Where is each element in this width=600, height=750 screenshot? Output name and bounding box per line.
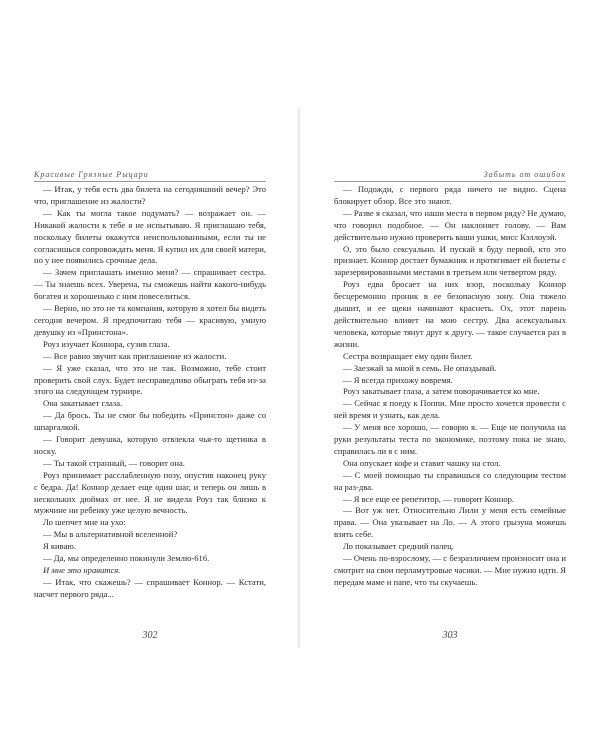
header-rule-left — [34, 181, 266, 182]
paragraph: — Как ты могла такое подумать? — возражает он. — Никакой жалости к тебе я не испытываю. Я приглашаю тебя, поскольку билеты окажутся неиспользованными, если ты не согласишься сопровождать меня. Я купил их для своей матери, но у нее появились срочные дела. — [34, 207, 266, 266]
header-rule-right — [334, 181, 566, 182]
paragraph: — Сейчас я поеду к Поппи. Мне просто хочется провести с ней время и узнать, как дела. — [334, 398, 566, 421]
paragraph: Я киваю. — [43, 541, 76, 552]
paragraph: — Я уже сказал, что это не так. Возможно, тебе стоит проверить свой слух. Будет несправедливо обыграть тебя из-за этого на следующем турнире. — [34, 362, 266, 397]
paragraph: Роуз изучает Коннора, сузив глаза. — [43, 338, 170, 349]
paragraph: И мне это нравится. — [43, 565, 121, 575]
paragraph: Она опускает кофе и ставит чашку на стол. — [343, 457, 501, 468]
paragraph: — Зачем приглашать именно меня? — спрашивает сестра. — Ты знаешь всех. Уверена, ты сможешь найти какого-нибудь богатея и хорошенько с ним повеселиться. — [34, 267, 266, 302]
body-text-left — [34, 184, 266, 601]
paragraph: — Все равно звучит как приглашение из жалости. — [43, 350, 227, 361]
paragraph: — Ты такой странный, — говорит она. — [43, 457, 185, 468]
paragraph: — Подожди, с первого ряда ничего не видно. Сцена блокирует обзор. Все это знают. — [334, 184, 566, 206]
page-number-right: 303 — [442, 630, 458, 641]
paragraph: Роуз едва бросает на них взор, поскольку Коннор бесцеремонно проник в ее безопасную зону. Она тяжело дышит, и ее щеки начинают краснеть. Ох, этот парень действительно влияет на мою сестру. Два асексуальных человека, которые тянут друг к другу. — такое случается раз в жизни. — [334, 279, 566, 349]
paragraph: О, это было сексуально. И пускай я буду первой, кто это признает. Коннор достает бумажник и протягивает ей билеты с зарезервированными местами в третьем или четвертом ряду. — [334, 243, 566, 278]
paragraph: Она закатывает глаза. — [43, 398, 123, 409]
paragraph: — Мы в альтернативной вселенной? — [43, 529, 178, 540]
paragraph: Ло показывает средний палец. — [343, 541, 454, 552]
paragraph: — Я все еще ее репетитор, — говорит Коннор. — [343, 493, 515, 504]
running-head-right: Забыть от ошибок — [483, 170, 566, 179]
paragraph: — Говорит девушка, которую отвлекла чья-то щетинка в носку. — [34, 434, 266, 456]
paragraph: — Итак, что скажешь? — спрашивает Коннор. — Кстати, насчет первого ряда... — [34, 576, 266, 599]
paragraph: — С моей помощью ты справишься со следующим тестом на раз-два. — [334, 469, 566, 492]
running-head-left: Красивые Грязные Рыцари — [34, 170, 149, 179]
paragraph: Роуз принимает расслабленную позу, опустив наконец руку с бедра. Да! Коннор делает еще один шаг, и теперь он лишь в нескольких дюймах от нее. Я не видела Роуз так близко к мужчине ни ребенку уже целую вечность. — [34, 469, 266, 516]
paragraph: Сестра возвращает ему один билет. — [343, 350, 473, 361]
paragraph: Роуз закатывает глаза, а затем поворачивается ко мне. — [343, 386, 540, 397]
paragraph: — Разве я сказал, что наши места в первом ряду? Не думаю, что говорил подобное. — Он наклоняет голову. — Вам действительно нужно проверить ваши ушки, мисс Кэллоуэй. — [334, 207, 566, 242]
paragraph: — Я всегда прихожу вовремя. — [343, 374, 453, 385]
page-number-left: 302 — [142, 630, 158, 641]
paragraph: — Да брось. Ты не смог бы победить «Принстон» даже со шпаргалкой. — [34, 410, 266, 433]
paragraph: — Заезжай за мной в семь. Не опаздывай. — [343, 362, 497, 373]
body-text-right — [334, 184, 566, 589]
paragraph: — Вот уж нет. Относительно Лили у меня есть семейные права. — Она указывает на Ло. — А этого грызуна можешь взять себе. — [334, 505, 566, 540]
paragraph: Ло шепчет мне на ухо: — [43, 517, 126, 528]
paragraph: — Да, мы определенно покинули Землю-616. — [43, 553, 210, 564]
paragraph: — У меня все хорошо, — говорю я. — Еще не получила на руки результаты теста по экономике, поэтому пока не знаю, справилась ли я с ним. — [334, 422, 566, 456]
paragraph: — Очень по-взрослому, — с безразличием произносит она и смотрит на свои перламутровые часики. — Мне нужно идти. Я передам маме и папе, что ты скучаешь. — [334, 553, 566, 587]
paragraph: — Итак, у тебя есть два билета на сегодняшний вечер? Это что, приглашение из жалости? — [34, 184, 266, 206]
paragraph: — Верно, но это не та компания, которую я хотел бы видеть сегодня вечером. Я предпочитаю тебя — красивую, умную девушку из «Принстона». — [34, 303, 266, 337]
right-page — [300, 0, 600, 750]
